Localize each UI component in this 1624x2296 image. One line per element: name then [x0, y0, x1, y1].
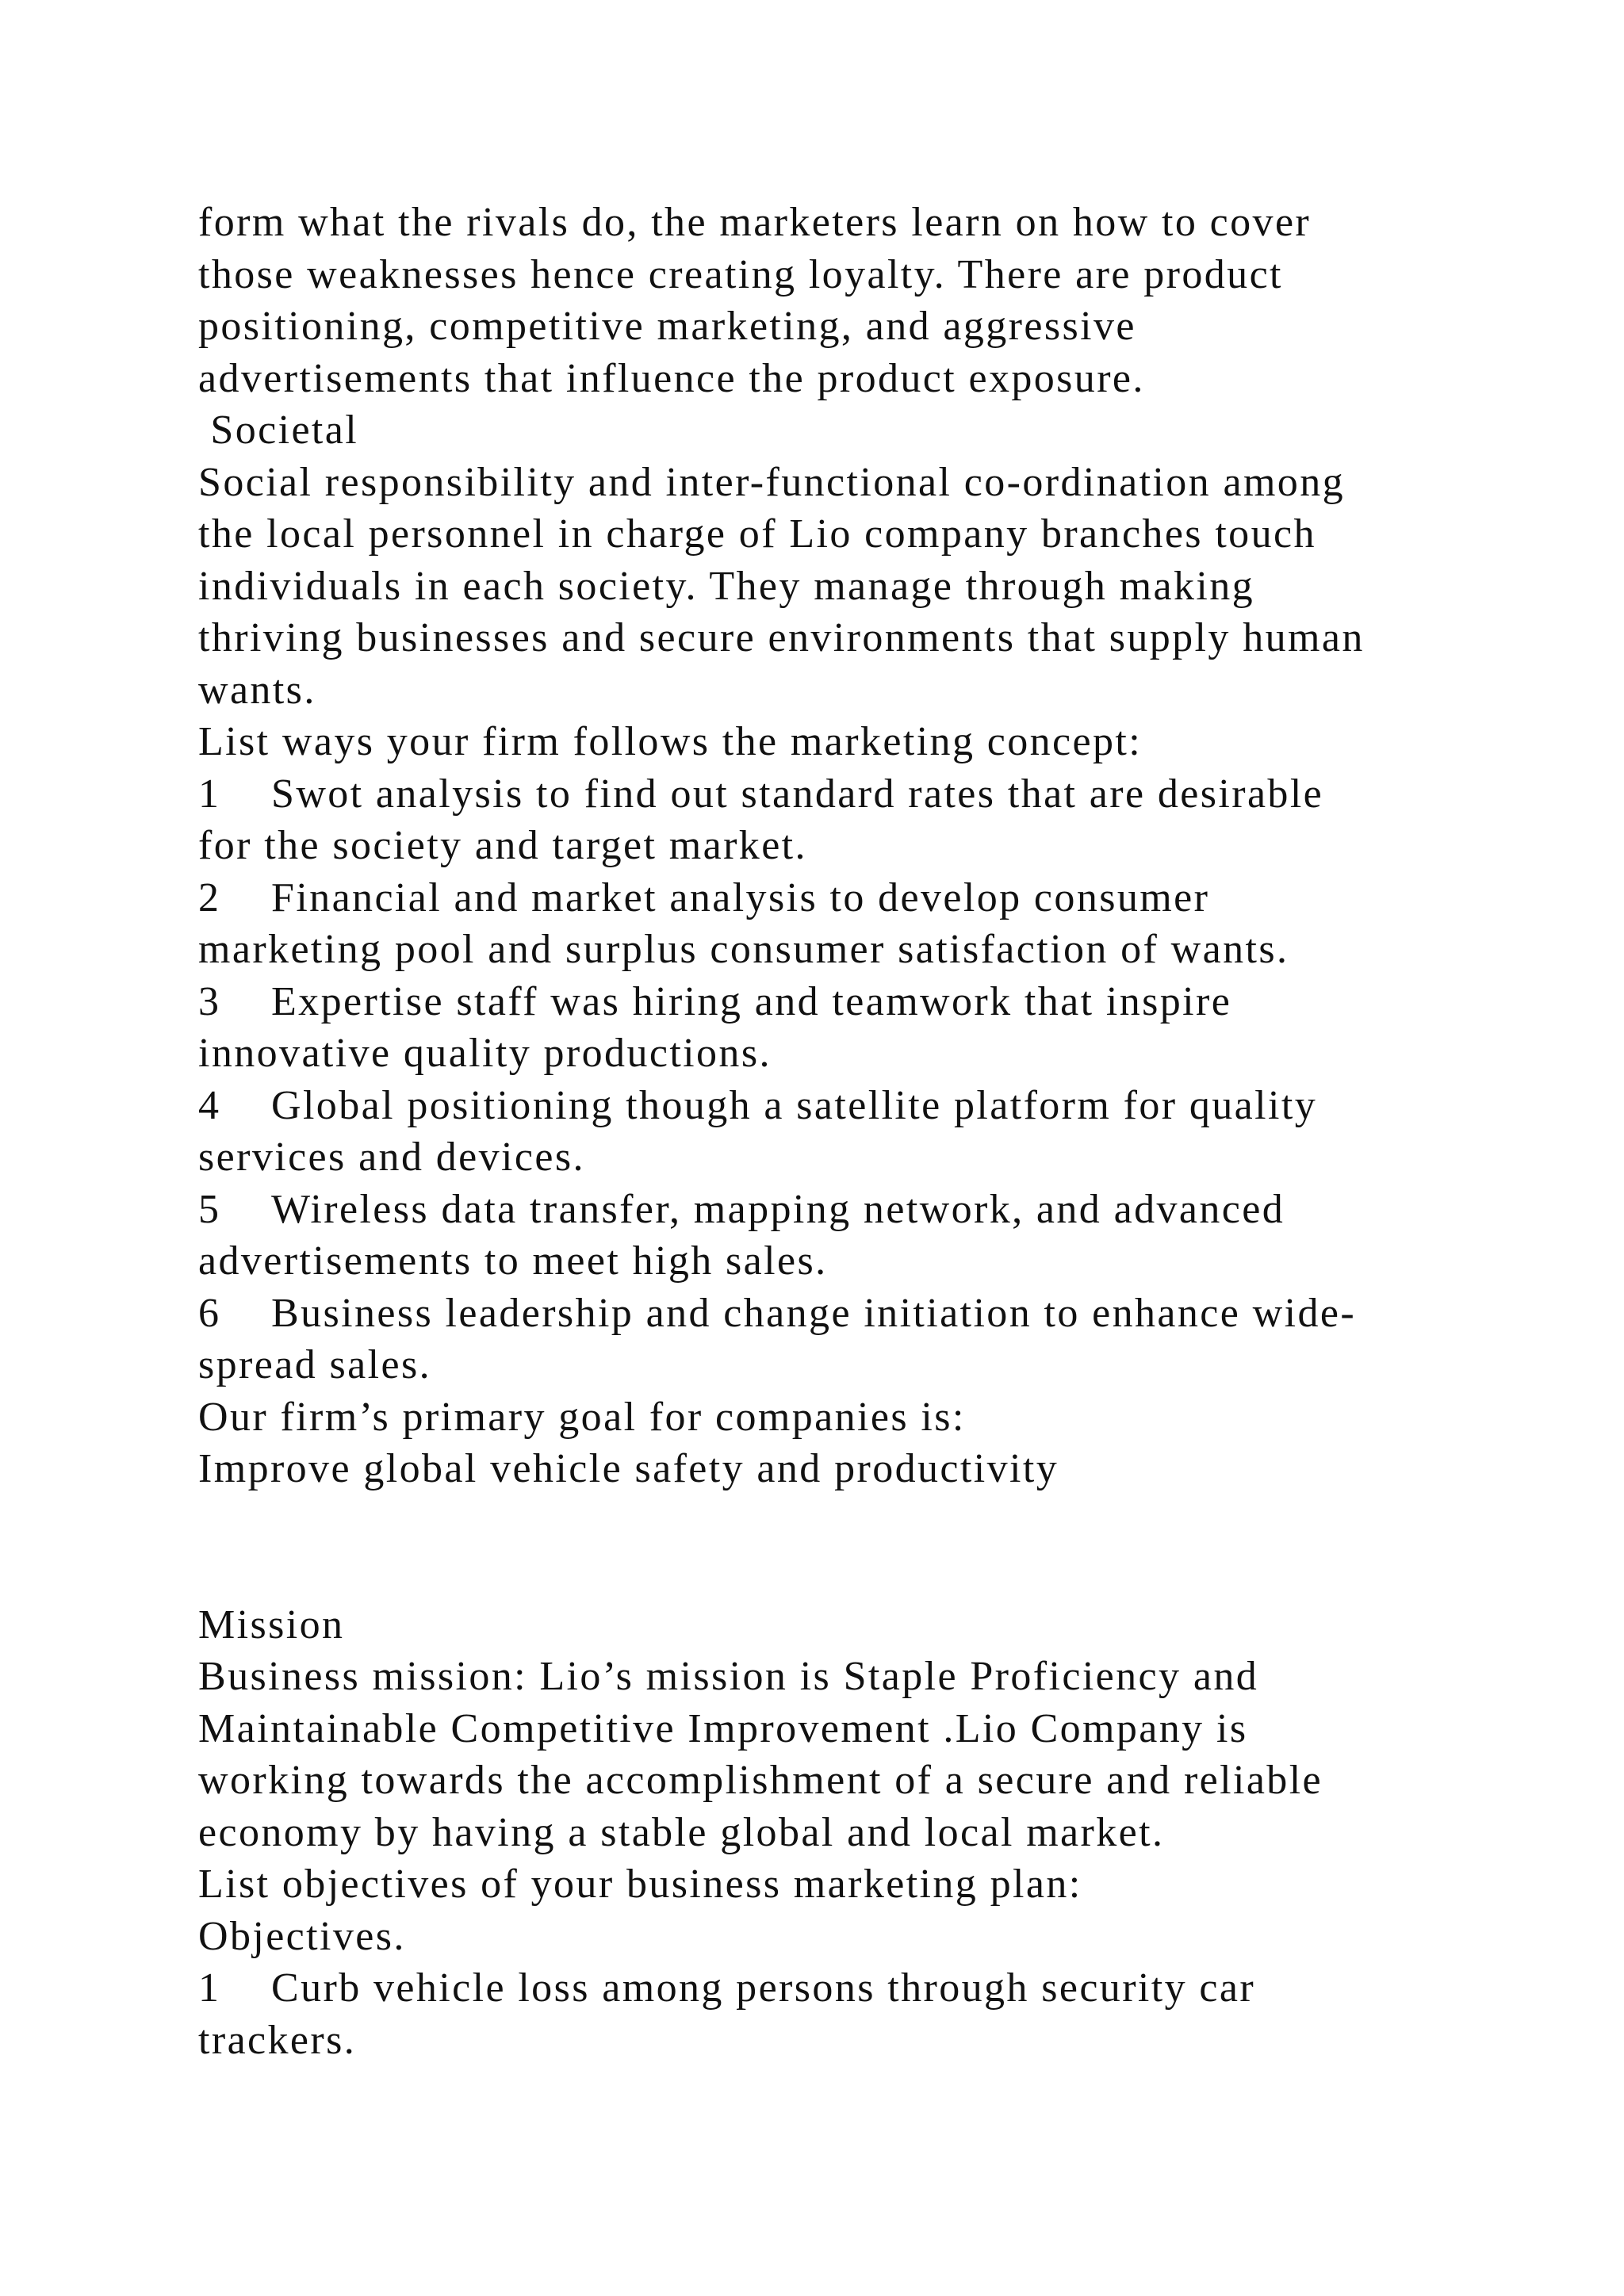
concept-list-intro: List ways your firm follows the marketing concept: — [198, 719, 1143, 764]
list-item-number: 3 — [198, 978, 221, 1024]
goal-intro: Our firm’s primary goal for companies is: — [198, 1394, 966, 1440]
list-item-continuation: innovative quality productions. — [198, 1031, 772, 1076]
list-item-continuation: marketing pool and surplus consumer satisfaction of wants. — [198, 927, 1289, 972]
section-heading-societal: Societal — [198, 408, 359, 453]
list-item-number: 5 — [198, 1186, 221, 1232]
list-item-continuation: for the society and target market. — [198, 823, 807, 868]
list-item-continuation: services and devices. — [198, 1135, 585, 1180]
list-item-text: Global positioning though a satellite platform for quality — [271, 1082, 1318, 1128]
list-item-number: 1 — [198, 771, 221, 817]
document-page — [198, 197, 1435, 2066]
list-item — [198, 1962, 1435, 2015]
body-text-line: those weaknesses hence creating loyalty. There are product — [198, 251, 1283, 297]
list-item-text: Business leadership and change initiation to enhance wide- — [271, 1290, 1357, 1336]
body-text-line: wants. — [198, 667, 316, 713]
list-item-number: 6 — [198, 1290, 221, 1336]
list-item — [198, 872, 1435, 924]
body-text-line: the local personnel in charge of Lio company branches touch — [198, 511, 1316, 557]
objectives-intro: List objectives of your business marketing plan: — [198, 1862, 1082, 1907]
blank-line — [198, 1495, 1435, 1548]
list-item — [198, 768, 1435, 821]
list-item-text: Swot analysis to find out standard rates that are desirable — [271, 771, 1324, 817]
list-item — [198, 1288, 1435, 1340]
list-item — [198, 976, 1435, 1028]
list-item-continuation: trackers. — [198, 2017, 357, 2063]
body-text-line: positioning, competitive marketing, and aggressive — [198, 304, 1136, 349]
body-text-line: Maintainable Competitive Improvement .Lio Company is — [198, 1705, 1248, 1751]
list-item-text: Curb vehicle loss among persons through security car — [271, 1965, 1256, 2011]
body-text-line: thriving businesses and secure environments that supply human — [198, 615, 1365, 660]
list-item-text: Financial and market analysis to develop consumer — [271, 874, 1210, 920]
blank-line — [198, 1547, 1435, 1599]
list-item-text: Expertise staff was hiring and teamwork that inspire — [271, 978, 1232, 1024]
list-item-text: Wireless data transfer, mapping network, and advanced — [271, 1186, 1285, 1232]
body-text-line: advertisements that influence the product exposure. — [198, 355, 1145, 401]
list-item-number: 2 — [198, 874, 221, 920]
body-text-line: Social responsibility and inter-functional co-ordination among — [198, 459, 1346, 505]
body-text-line: working towards the accomplishment of a secure and reliable — [198, 1758, 1323, 1803]
list-item — [198, 1080, 1435, 1132]
list-item-number: 1 — [198, 1965, 221, 2011]
list-item-number: 4 — [198, 1082, 221, 1128]
list-item-continuation: spread sales. — [198, 1342, 431, 1387]
goal-text: Improve global vehicle safety and productivity — [198, 1446, 1059, 1491]
body-text-line: form what the rivals do, the marketers learn on how to cover — [198, 200, 1312, 245]
section-heading-objectives: Objectives. — [198, 1913, 406, 1959]
body-text-line: Business mission: Lio’s mission is Staple Proficiency and — [198, 1654, 1259, 1699]
body-text-line: economy by having a stable global and local market. — [198, 1809, 1165, 1855]
section-heading-mission: Mission — [198, 1601, 345, 1647]
body-text-line: individuals in each society. They manage through making — [198, 563, 1255, 609]
list-item — [198, 1184, 1435, 1236]
list-item-continuation: advertisements to meet high sales. — [198, 1238, 828, 1284]
